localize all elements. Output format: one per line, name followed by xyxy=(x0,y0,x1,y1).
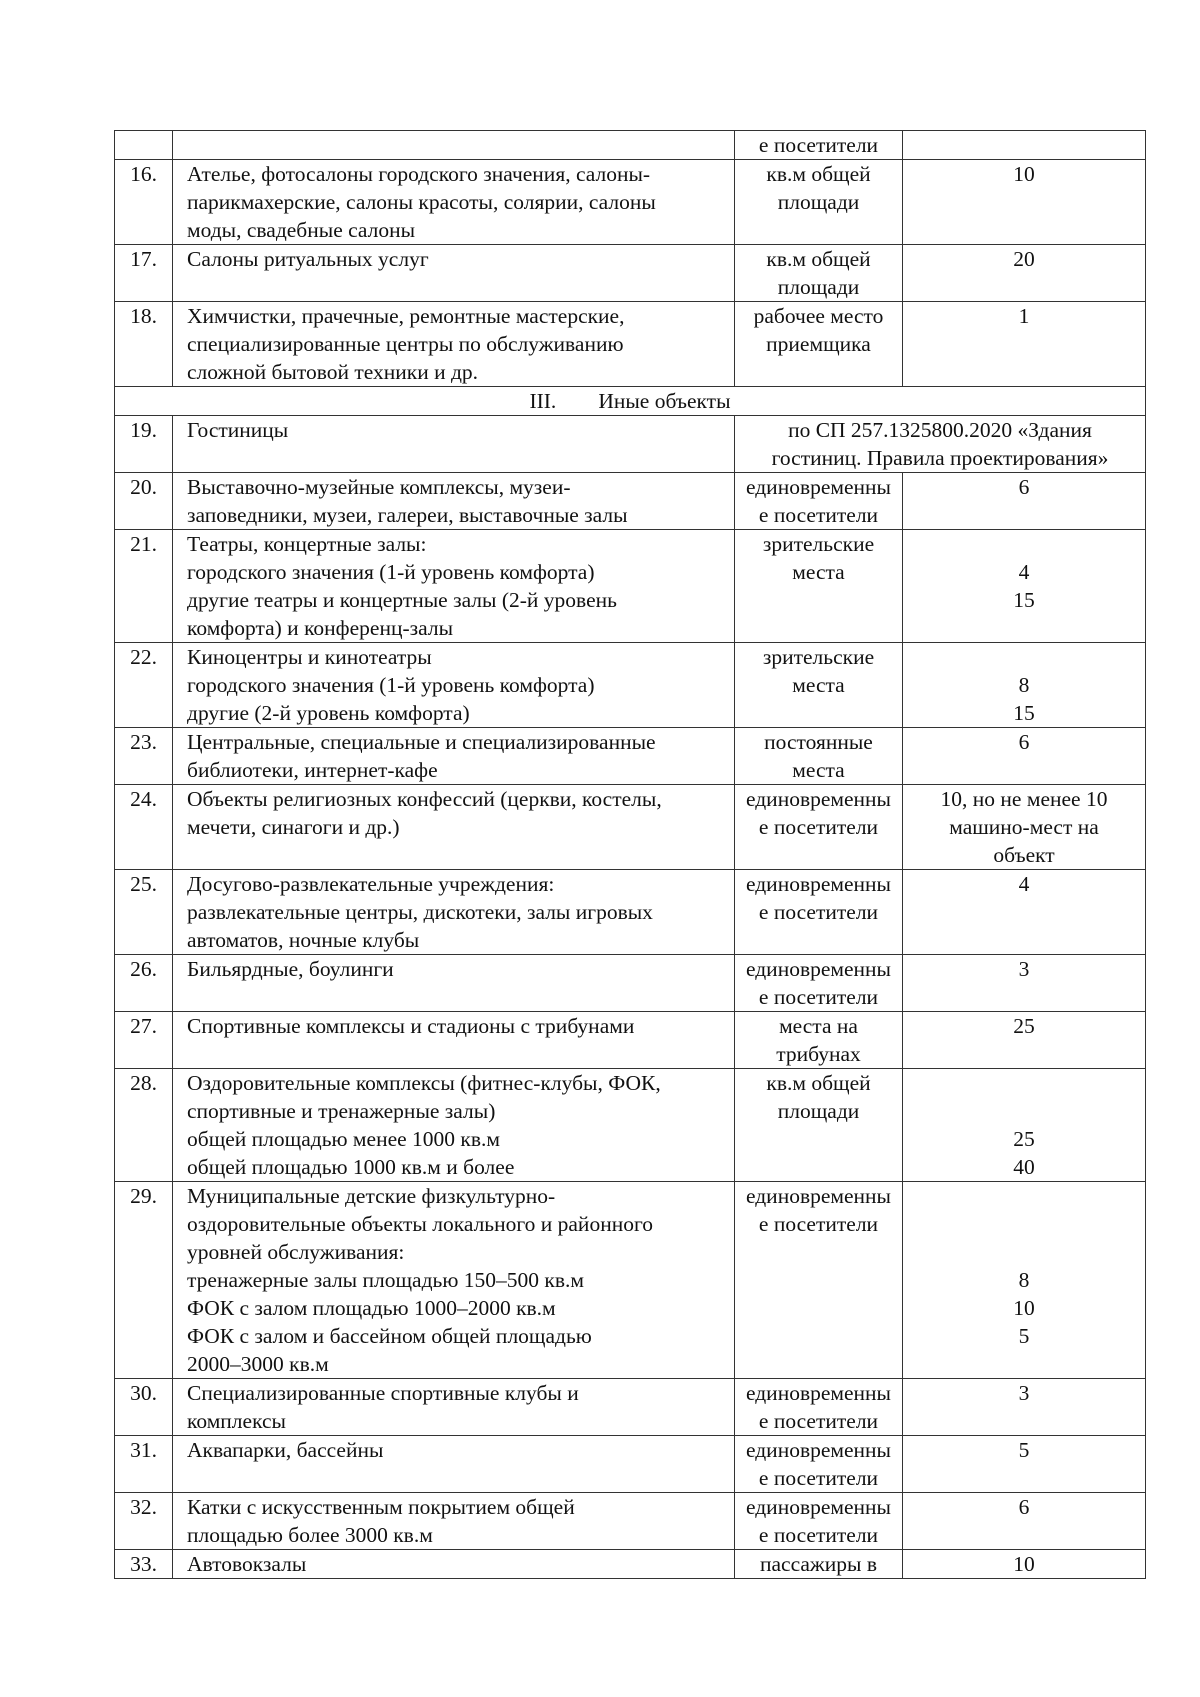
table-body-lower xyxy=(115,473,1146,1579)
value-line: 3 xyxy=(1018,1381,1030,1405)
name-line: библиотеки, интернет-кафе xyxy=(187,758,438,782)
cell-unit xyxy=(735,302,903,387)
cell-name xyxy=(173,1379,735,1436)
cell-unit xyxy=(735,1069,903,1182)
cell-value xyxy=(903,643,1146,728)
unit-line: единовременны xyxy=(745,957,891,981)
unit-line: е посетители xyxy=(758,815,879,839)
unit-line: пассажиры в xyxy=(759,1552,878,1576)
cell-name xyxy=(173,160,735,245)
cell-value xyxy=(903,1379,1146,1436)
name-line: городского значения (1-й уровень комфорта) xyxy=(187,673,595,697)
value-line: 10 xyxy=(1013,162,1035,186)
name-line: Муниципальные детские физкультурно- xyxy=(187,1184,556,1208)
table-row xyxy=(115,728,1146,785)
table-row-19 xyxy=(115,416,1146,473)
document-page xyxy=(114,130,1145,1579)
cell-value xyxy=(903,1550,1146,1579)
cell-name xyxy=(173,1182,735,1379)
name-line: оздоровительные объекты локального и районного xyxy=(187,1212,653,1236)
unit-line: единовременны xyxy=(745,787,891,811)
value-line xyxy=(907,1097,1141,1125)
name-line: моды, свадебные салоны xyxy=(187,218,416,242)
table-row xyxy=(115,1069,1146,1182)
name-line: заповедники, музеи, галереи, выставочные залы xyxy=(187,503,628,527)
unit-line: кв.м общей xyxy=(766,162,871,186)
cell-unit xyxy=(735,1012,903,1069)
cell-number: 31. xyxy=(115,1436,173,1493)
cell-number: 32. xyxy=(115,1493,173,1550)
cell-value xyxy=(903,530,1146,643)
unit-line: единовременны xyxy=(745,1381,891,1405)
cell-number: 28. xyxy=(115,1069,173,1182)
unit-line: площади xyxy=(777,275,860,299)
cell-unit xyxy=(735,1493,903,1550)
unit-line: места xyxy=(792,560,845,584)
name-line: Салоны ритуальных услуг xyxy=(187,247,429,271)
value-line: 15 xyxy=(1013,701,1035,725)
unit-line: кв.м общей xyxy=(766,247,871,271)
section-title: Иные объекты xyxy=(598,389,731,413)
unit-line: единовременны xyxy=(745,872,891,896)
name-line: ФОК с залом и бассейном общей площадью xyxy=(187,1324,592,1348)
name-line: городского значения (1-й уровень комфорта) xyxy=(187,560,595,584)
table-row xyxy=(115,785,1146,870)
unit-line: е посетители xyxy=(758,503,879,527)
section-header-row xyxy=(115,387,1146,416)
unit-line: места на xyxy=(779,1014,858,1038)
cell-name xyxy=(173,728,735,785)
cell-name xyxy=(173,870,735,955)
name-line: другие (2-й уровень комфорта) xyxy=(187,701,470,725)
name-line: Автовокзалы xyxy=(187,1552,307,1576)
cell-name xyxy=(173,1436,735,1493)
unit-line: места xyxy=(792,758,845,782)
cell-number: 17. xyxy=(115,245,173,302)
name-line: уровней обслуживания: xyxy=(187,1240,405,1264)
cell-number: 22. xyxy=(115,643,173,728)
cell-merged-reference xyxy=(735,416,1146,473)
cell-name xyxy=(173,302,735,387)
name-line: автоматов, ночные клубы xyxy=(187,928,420,952)
unit-line: кв.м общей xyxy=(766,1071,871,1095)
cell-unit xyxy=(735,473,903,530)
unit-line: единовременны xyxy=(745,1495,891,1519)
table-row xyxy=(115,530,1146,643)
table-row xyxy=(115,1436,1146,1493)
value-line: 3 xyxy=(1018,957,1030,981)
name-line: общей площадью менее 1000 кв.м xyxy=(187,1127,500,1151)
unit-line: трибунах xyxy=(776,1042,861,1066)
name-line: Ателье, фотосалоны городского значения, салоны- xyxy=(187,162,651,186)
unit-line: единовременны xyxy=(745,1184,891,1208)
table-row xyxy=(115,160,1146,245)
cell-number: 26. xyxy=(115,955,173,1012)
unit-line: единовременны xyxy=(745,1438,891,1462)
name-line: развлекательные центры, дискотеки, залы игровых xyxy=(187,900,653,924)
cell-number: 19. xyxy=(115,416,173,473)
cell-name xyxy=(173,1069,735,1182)
unit-line: рабочее место xyxy=(753,304,884,328)
value-line: 1 xyxy=(1018,304,1030,328)
unit-line: места xyxy=(792,673,845,697)
value-line: 4 xyxy=(1018,872,1030,896)
cell-unit xyxy=(735,1182,903,1379)
unit-line: е посетители xyxy=(758,133,879,157)
cell-value xyxy=(903,1436,1146,1493)
value-line: 25 xyxy=(1013,1127,1035,1151)
cell-value xyxy=(903,728,1146,785)
cell-number: 25. xyxy=(115,870,173,955)
cell-value xyxy=(903,1493,1146,1550)
name-line: Выставочно-музейные комплексы, музеи- xyxy=(187,475,571,499)
name-line: Досугово-развлекательные учреждения: xyxy=(187,872,555,896)
cell-value xyxy=(903,1069,1146,1182)
cell-unit xyxy=(735,131,903,160)
cell-number: 30. xyxy=(115,1379,173,1436)
cell-name xyxy=(173,1012,735,1069)
unit-line: е посетители xyxy=(758,1466,879,1490)
name-line: спортивные и тренажерные залы) xyxy=(187,1099,496,1123)
table-row xyxy=(115,1493,1146,1550)
name-line: Киноцентры и кинотеатры xyxy=(187,645,432,669)
table-row xyxy=(115,1550,1146,1579)
cell-name xyxy=(173,643,735,728)
cell-unit xyxy=(735,955,903,1012)
cell-number: 18. xyxy=(115,302,173,387)
value-line xyxy=(907,1069,1141,1097)
cell-unit xyxy=(735,643,903,728)
name-line: Специализированные спортивные клубы и xyxy=(187,1381,579,1405)
table-row xyxy=(115,1012,1146,1069)
cell-number: 33. xyxy=(115,1550,173,1579)
section-number: III. xyxy=(529,389,557,413)
name-line: Бильярдные, боулинги xyxy=(187,957,394,981)
cell-number: 23. xyxy=(115,728,173,785)
cell-value xyxy=(903,302,1146,387)
unit-line: е посетители xyxy=(758,1523,879,1547)
value-line xyxy=(907,643,1141,671)
unit-line: е посетители xyxy=(758,1409,879,1433)
norms-table xyxy=(114,130,1146,1579)
unit-line: единовременны xyxy=(745,475,891,499)
name-line: Центральные, специальные и специализированные xyxy=(187,730,656,754)
value-line: 40 xyxy=(1013,1155,1035,1179)
name-line: Театры, концертные залы: xyxy=(187,532,427,556)
value-line: 15 xyxy=(1013,588,1035,612)
unit-line: е посетители xyxy=(758,1212,879,1236)
table-row xyxy=(115,1182,1146,1379)
unit-line: е посетители xyxy=(758,900,879,924)
cell-number: 24. xyxy=(115,785,173,870)
cell-number: 16. xyxy=(115,160,173,245)
cell-number: 27. xyxy=(115,1012,173,1069)
cell-unit xyxy=(735,1379,903,1436)
name-line: сложной бытовой техники и др. xyxy=(187,360,479,384)
value-line: машино-мест на xyxy=(949,815,1099,839)
cell-name xyxy=(173,1493,735,1550)
cell-value xyxy=(903,131,1146,160)
cell-name xyxy=(173,131,735,160)
cell-unit xyxy=(735,245,903,302)
name-line: ФОК с залом площадью 1000–2000 кв.м xyxy=(187,1296,556,1320)
value-line: 5 xyxy=(1018,1438,1030,1462)
value-line xyxy=(907,1182,1141,1210)
value-line: 6 xyxy=(1018,730,1030,754)
name-line: Катки с искусственным покрытием общей xyxy=(187,1495,575,1519)
unit-line: приемщика xyxy=(766,332,871,356)
value-line: 10 xyxy=(1013,1296,1035,1320)
value-line: 10, но не менее 10 xyxy=(940,787,1108,811)
cell-value xyxy=(903,1012,1146,1069)
cell-number xyxy=(115,131,173,160)
cell-unit xyxy=(735,1436,903,1493)
table-row xyxy=(115,473,1146,530)
value-line xyxy=(907,1210,1141,1238)
cell-value xyxy=(903,473,1146,530)
cell-unit xyxy=(735,1550,903,1579)
value-line: 5 xyxy=(1018,1324,1030,1348)
unit-line: зрительские xyxy=(762,532,875,556)
unit-line: зрительские xyxy=(762,645,875,669)
name-line: общей площадью 1000 кв.м и более xyxy=(187,1155,515,1179)
cell-name xyxy=(173,473,735,530)
cell-value xyxy=(903,245,1146,302)
cell-number: 21. xyxy=(115,530,173,643)
table-row xyxy=(115,870,1146,955)
name-line: тренажерные залы площадью 150–500 кв.м xyxy=(187,1268,584,1292)
name-line: комплексы xyxy=(187,1409,286,1433)
table-row xyxy=(115,302,1146,387)
value-line: 10 xyxy=(1013,1552,1035,1576)
name-line: 2000–3000 кв.м xyxy=(187,1352,329,1376)
name-line: Химчистки, прачечные, ремонтные мастерские, xyxy=(187,304,625,328)
value-line: 20 xyxy=(1013,247,1035,271)
cell-name xyxy=(173,1550,735,1579)
table-row xyxy=(115,245,1146,302)
value-line xyxy=(907,530,1141,558)
section-header xyxy=(115,387,1146,416)
name-line: парикмахерские, салоны красоты, солярии, салоны xyxy=(187,190,656,214)
cell-unit xyxy=(735,870,903,955)
cell-unit xyxy=(735,728,903,785)
cell-unit xyxy=(735,160,903,245)
name-line: комфорта) и конференц-залы xyxy=(187,616,454,640)
unit-line: постоянные xyxy=(764,730,873,754)
value-line xyxy=(907,1238,1141,1266)
table-row-continuation xyxy=(115,131,1146,160)
cell-value xyxy=(903,160,1146,245)
value-line: 6 xyxy=(1018,475,1030,499)
table-row xyxy=(115,643,1146,728)
reference-line: по СП 257.1325800.2020 «Здания xyxy=(788,418,1092,442)
name-line: площадью более 3000 кв.м xyxy=(187,1523,433,1547)
table-body-upper xyxy=(115,131,1146,387)
cell-value xyxy=(903,955,1146,1012)
table-row xyxy=(115,1379,1146,1436)
table-row xyxy=(115,955,1146,1012)
cell-number: 20. xyxy=(115,473,173,530)
name-line: Спортивные комплексы и стадионы с трибунами xyxy=(187,1014,635,1038)
name-line: Аквапарки, бассейны xyxy=(187,1438,384,1462)
cell-value xyxy=(903,785,1146,870)
reference-line: гостиниц. Правила проектирования» xyxy=(771,446,1109,470)
value-line: 8 xyxy=(1018,673,1030,697)
name-line: мечети, синагоги и др.) xyxy=(187,815,400,839)
unit-line: е посетители xyxy=(758,985,879,1009)
cell-name: Гостиницы xyxy=(173,416,735,473)
cell-number: 29. xyxy=(115,1182,173,1379)
cell-value xyxy=(903,1182,1146,1379)
name-line: другие театры и концертные залы (2-й уровень xyxy=(187,588,617,612)
unit-line: площади xyxy=(777,1099,860,1123)
cell-unit xyxy=(735,530,903,643)
cell-name xyxy=(173,245,735,302)
name-line: Оздоровительные комплексы (фитнес-клубы, ФОК, xyxy=(187,1071,661,1095)
value-line: 25 xyxy=(1013,1014,1035,1038)
unit-line: площади xyxy=(777,190,860,214)
value-line: 8 xyxy=(1018,1268,1030,1292)
value-line: 4 xyxy=(1018,560,1030,584)
cell-name xyxy=(173,785,735,870)
cell-name xyxy=(173,530,735,643)
value-line: объект xyxy=(993,843,1055,867)
cell-value xyxy=(903,870,1146,955)
name-line: Объекты религиозных конфессий (церкви, костелы, xyxy=(187,787,662,811)
table-body-section xyxy=(115,387,1146,473)
value-line: 6 xyxy=(1018,1495,1030,1519)
name-line: специализированные центры по обслуживанию xyxy=(187,332,624,356)
cell-unit xyxy=(735,785,903,870)
cell-name xyxy=(173,955,735,1012)
